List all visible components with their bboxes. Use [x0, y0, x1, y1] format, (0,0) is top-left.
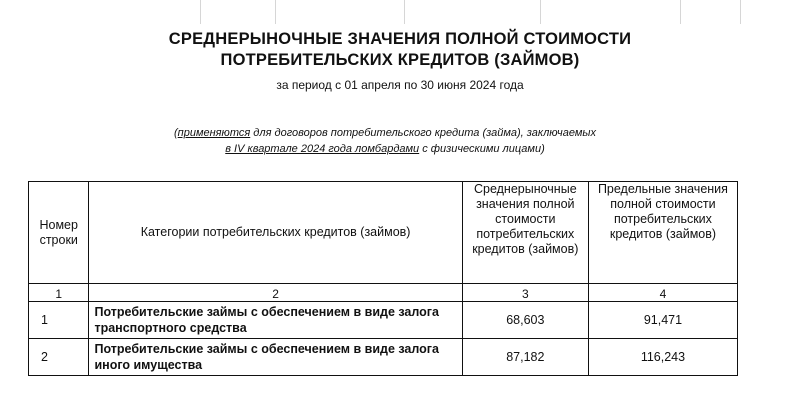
column-number-4: 4: [588, 284, 737, 302]
column-numbers-row: [29, 284, 738, 302]
row-average-value: 87,182: [462, 339, 588, 376]
period-text: за период с 01 апреля по 30 июня 2024 года: [276, 78, 524, 92]
table-row: [29, 302, 738, 339]
table-header-row: [29, 182, 738, 284]
row-number: 2: [29, 339, 89, 376]
table-row: [29, 339, 738, 376]
note-part-2: с физическими лицами): [419, 143, 545, 155]
row-category: Потребительские займы с обеспечением в виде залога иного имущества: [89, 339, 462, 376]
header-row-number: Номер строки: [29, 182, 89, 284]
note-applies: применяются: [177, 127, 251, 139]
note-line-2: [0, 141, 770, 157]
row-number: 1: [29, 302, 89, 339]
column-number-2: 2: [89, 284, 462, 302]
row-category: Потребительские займы с обеспечением в виде залога транспортного средства: [89, 302, 462, 339]
header-category: Категории потребительских кредитов (займов): [89, 182, 462, 284]
note-part-1: для договоров потребительского кредита (займа), заключаемых: [250, 127, 596, 139]
header-limit-value: Предельные значения полной стоимости потребительских кредитов (займов): [588, 182, 737, 284]
note-line-1: [0, 125, 770, 141]
document-title: [0, 29, 800, 71]
column-number-1: 1: [29, 284, 89, 302]
row-limit-value: 116,243: [588, 339, 737, 376]
row-average-value: 68,603: [462, 302, 588, 339]
row-limit-value: 91,471: [588, 302, 737, 339]
column-number-3: 3: [462, 284, 588, 302]
header-average-value: Среднерыночные значения полной стоимости потребительских кредитов (займов): [462, 182, 588, 284]
title-line-1: СРЕДНЕРЫНОЧНЫЕ ЗНАЧЕНИЯ ПОЛНОЙ СТОИМОСТИ: [168, 30, 632, 48]
note-open-paren: (: [174, 127, 178, 139]
applicability-note: [0, 125, 770, 157]
title-line-2: ПОТРЕБИТЕЛЬСКИХ КРЕДИТОВ (ЗАЙМОВ): [220, 51, 580, 69]
note-quarter: в IV квартале 2024 года ломбардами: [225, 143, 420, 155]
psk-values-table: [28, 181, 738, 376]
